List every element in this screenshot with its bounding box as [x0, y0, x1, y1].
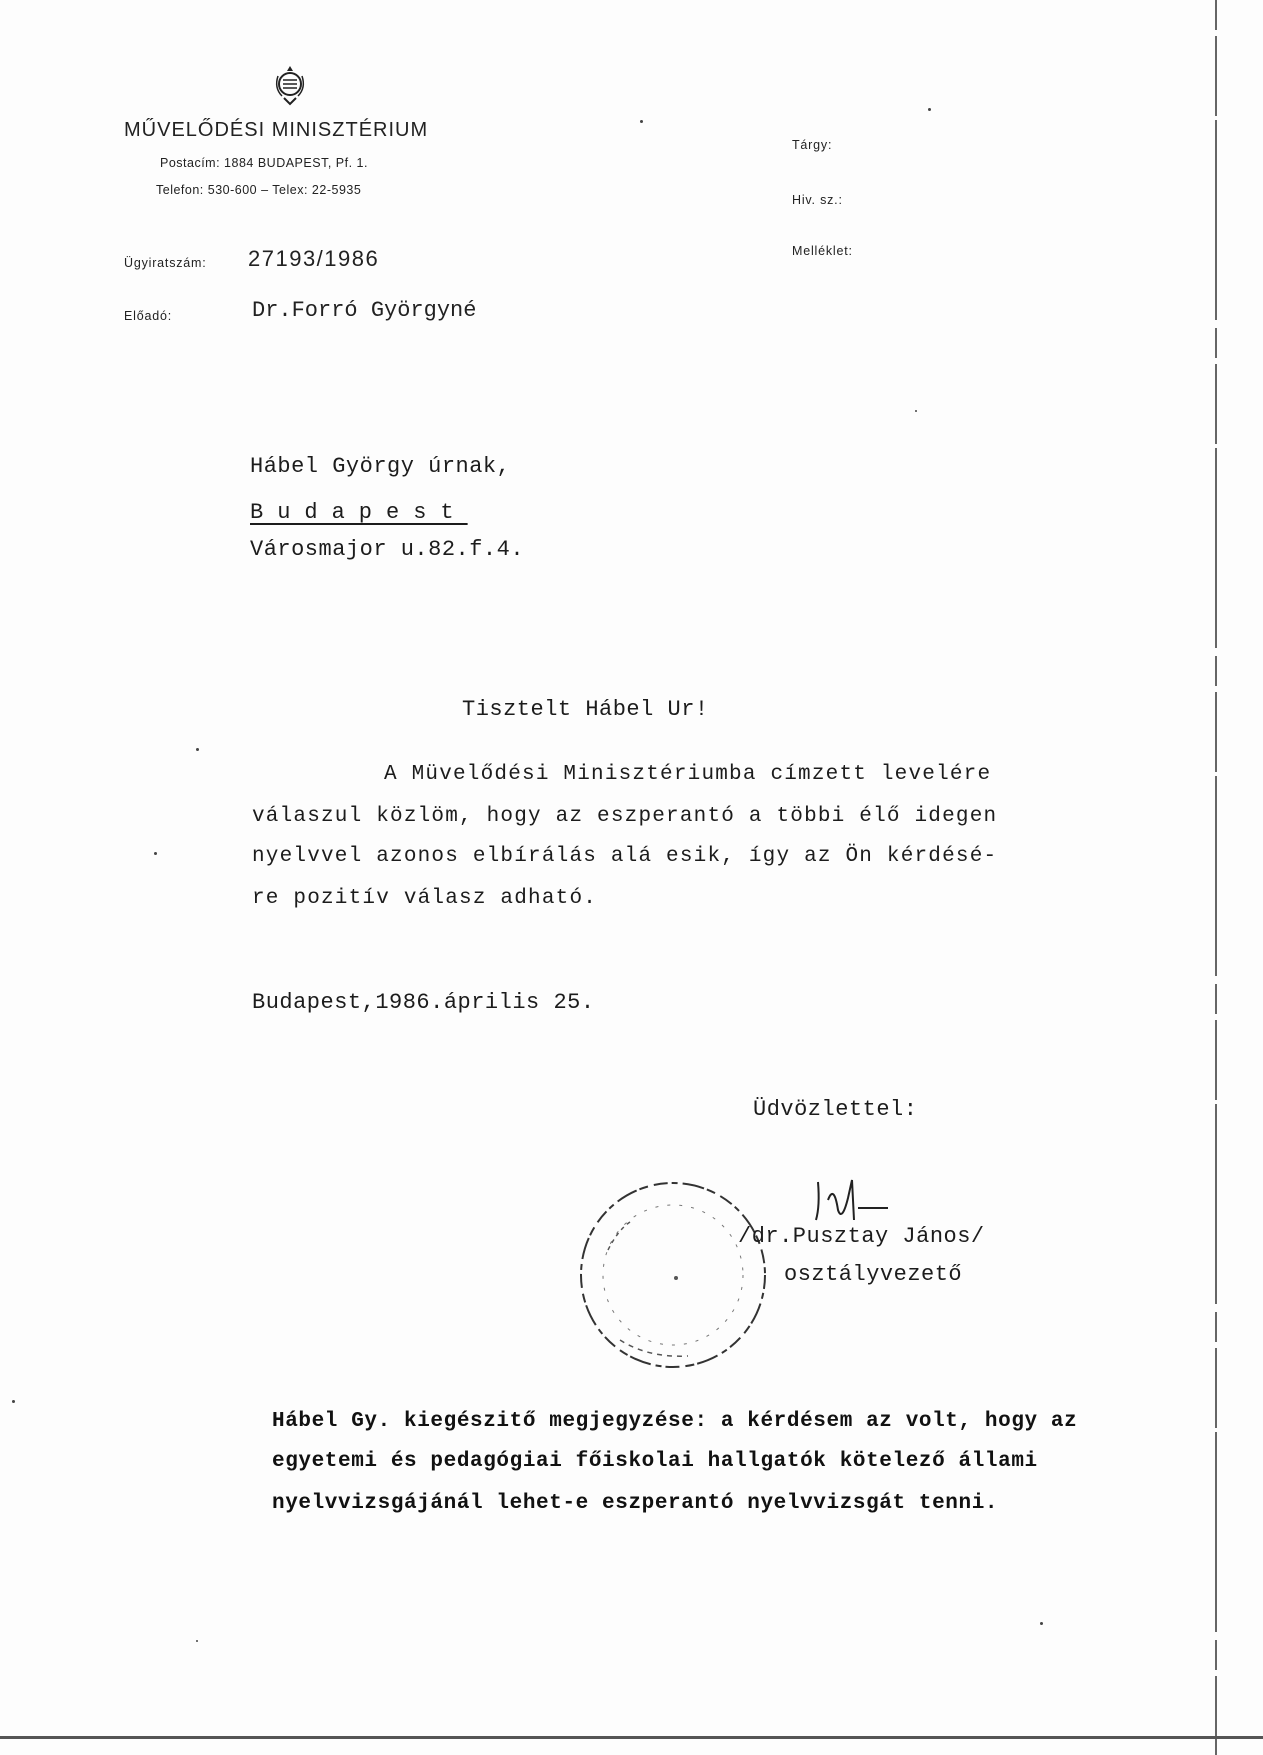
closing: Üdvözlettel: — [753, 1097, 918, 1122]
recipient-city: Budapest — [250, 500, 468, 525]
note-line: Hábel Gy. kiegészitő megjegyzése: a kérdésem az volt, hogy az — [272, 1410, 1078, 1433]
signatory-title: osztályvezető — [784, 1262, 963, 1287]
body-line: A Müvelődési Minisztériumba címzett levelére — [384, 763, 992, 786]
scan-speck — [915, 410, 917, 412]
note-line: egyetemi és pedagógiai főiskolai hallgatók kötelező állami — [272, 1450, 1038, 1473]
scan-speck — [640, 120, 643, 123]
file-number-label: Ügyiratszám: — [124, 256, 207, 270]
letter-date: Budapest,1986.április 25. — [252, 990, 595, 1015]
scan-edge-bottom — [0, 1736, 1263, 1739]
scan-speck — [196, 748, 199, 751]
officer-value: Dr.Forró Györgyné — [252, 298, 477, 323]
body-line: nyelvvel azonos elbírálás alá esik, így az Ön kérdésé- — [252, 845, 998, 868]
reference-label: Hiv. sz.: — [792, 193, 843, 207]
recipient-name: Hábel György úrnak, — [250, 454, 511, 479]
scan-speck — [196, 1640, 198, 1642]
file-number-value: 27193/1986 — [248, 246, 380, 271]
phone-telex: Telefon: 530-600 – Telex: 22-5935 — [156, 183, 362, 197]
recipient-street: Városmajor u.82.f.4. — [250, 537, 525, 562]
scan-speck — [12, 1400, 15, 1403]
scan-speck — [1040, 1622, 1043, 1625]
note-line: nyelvvizsgájánál lehet-e eszperantó nyelvvizsgát tenni. — [272, 1492, 999, 1515]
coat-of-arms-icon — [270, 62, 310, 108]
subject-label: Tárgy: — [792, 138, 833, 152]
officer-label: Előadó: — [124, 309, 172, 323]
body-line: re pozitív válasz adható. — [252, 887, 598, 910]
postal-address: Postacím: 1884 BUDAPEST, Pf. 1. — [160, 156, 368, 170]
ministry-name: MŰVELŐDÉSI MINISZTÉRIUM — [124, 119, 429, 141]
signatory-name: /dr.Pusztay János/ — [738, 1224, 985, 1249]
salutation: Tisztelt Hábel Ur! — [462, 697, 709, 722]
scan-speck — [154, 852, 157, 855]
scan-edge-right — [1213, 0, 1219, 1755]
scan-speck — [928, 108, 931, 111]
official-stamp — [568, 1160, 778, 1380]
attachment-label: Melléklet: — [792, 244, 853, 258]
body-line: válaszul közlöm, hogy az eszperantó a többi élő idegen — [252, 805, 998, 828]
handwritten-signature — [808, 1170, 898, 1230]
